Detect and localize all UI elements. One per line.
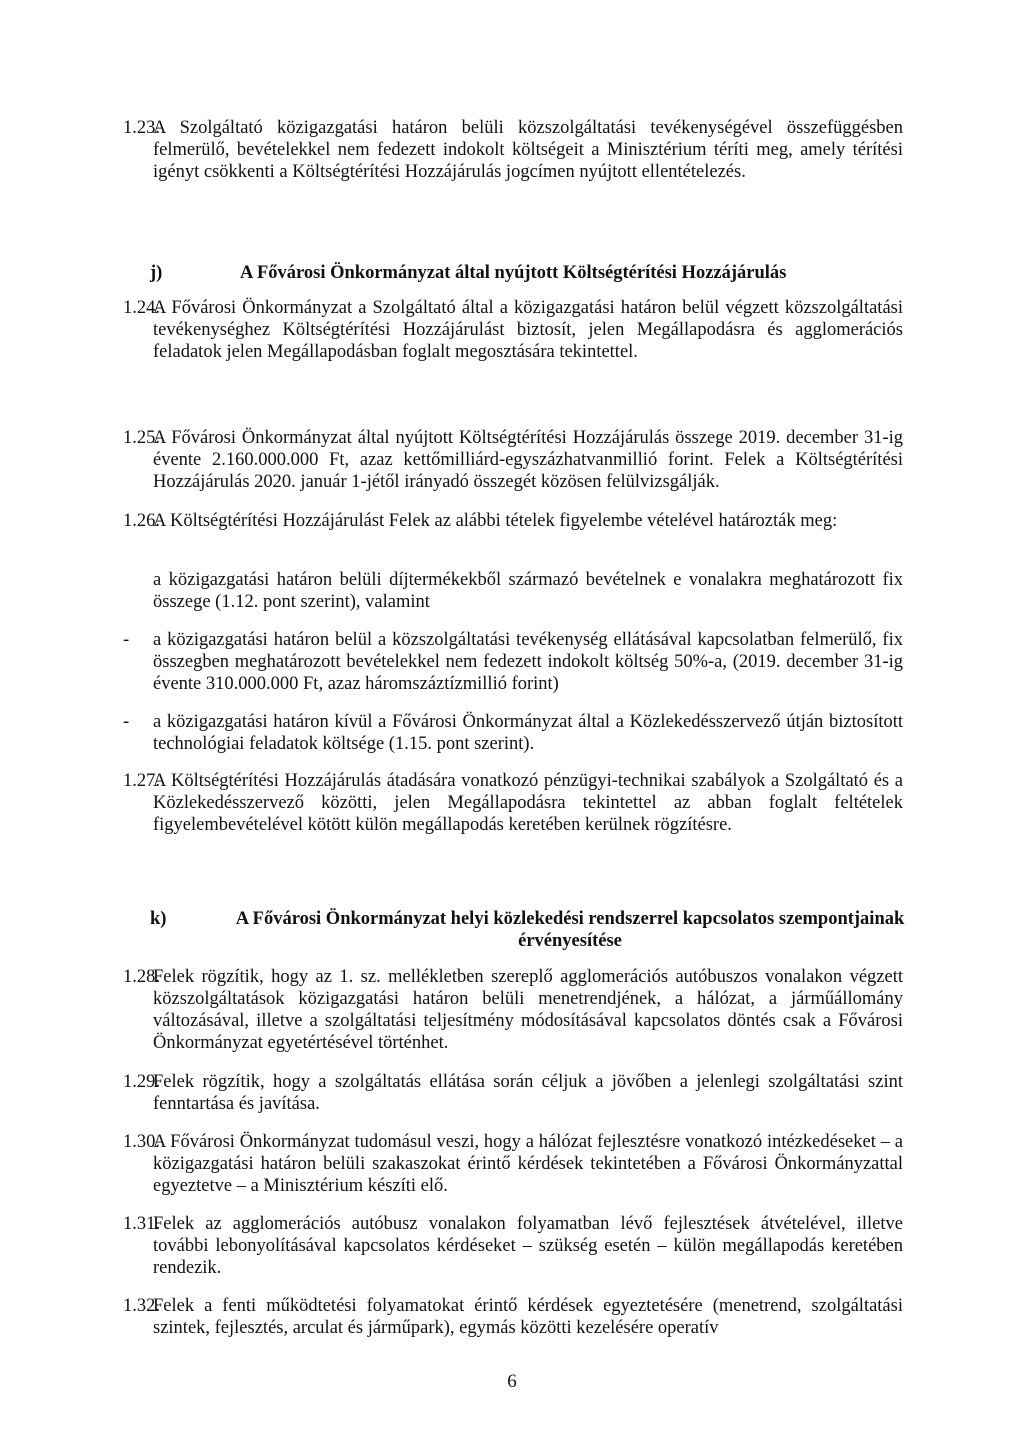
paragraph-text: A Költségtérítési Hozzájárulást Felek az alábbi tételek figyelembe vételével határozták meg: [153,511,838,531]
paragraph-number: 1.26. [123,511,160,531]
paragraph-1-25 [123,427,903,493]
paragraph-text: A Fővárosi Önkormányzat által nyújtott Költségtérítési Hozzájárulás összege 2019. december 31-ig évente 2.160.000.000 Ft, azaz kettőmilliárd-egyszázhatvanmillió forint. Felek a Költségtérítési Hozzájárulás 2020. január 1-jétől irányadó összegét közösen felülvizsgálják. [153,428,903,492]
list-item [123,569,903,613]
paragraph-number: 1.30. [123,1132,160,1152]
paragraph-number: 1.29. [123,1072,160,1092]
list-item [123,629,903,695]
paragraph-text: Felek az agglomerációs autóbusz vonalakon folyamatban lévő fejlesztések átvételével, illetve további lebonyolításával kapcsolatos kérdéseket – szükség esetén – külön megállapodás keretében rendezik. [153,1214,903,1278]
paragraph-1-23 [123,117,903,183]
paragraph-text: Felek rögzítik, hogy az 1. sz. mellékletben szereplő agglomerációs autóbuszos vonalakon végzett közszolgáltatások közigazgatási határon belüli menetrendjének, a hálózat, a járműállomány változásával, illetve a szolgáltatási teljesítmény módosításával kapcsolatos döntés csak a Fővárosi Önkormányzat egyetértésével történhet. [153,967,903,1053]
heading-mark: j) [150,263,163,283]
paragraph-text: A Költségtérítési Hozzájárulás átadására vonatkozó pénzügyi-technikai szabályok a Szolgáltató és a Közlekedésszervező közötti, jelen Megállapodásra tekintettel az abban foglalt feltételek figyelembevételével kötött külön megállapodás keretében kerülnek rögzítésre. [153,771,903,835]
paragraph-text: Felek rögzítik, hogy a szolgáltatás ellátása során céljuk a jövőben a jelenlegi szolgáltatási szint fenntartása és javítása. [153,1072,903,1114]
paragraph-text: A Fővárosi Önkormányzat tudomásul veszi, hogy a hálózat fejlesztésre vonatkozó intézkedéseket – a közigazgatási határon belüli szakaszokat érintő kérdések tekintetében a Fővárosi Önkormányzattal egyeztetve – a Minisztérium készíti elő. [153,1132,903,1196]
paragraph-1-27 [123,770,903,836]
paragraph-number: 1.25. [123,428,160,448]
heading-text: A Fővárosi Önkormányzat által nyújtott Költségtérítési Hozzájárulás [240,263,787,283]
list-item [123,711,903,755]
paragraph-text: Felek a fenti működtetési folyamatokat érintő kérdések egyeztetésére (menetrend, szolgáltatási szintek, fejlesztés, arculat és járműpark), egymás közötti kezelésére operatív [153,1296,903,1338]
paragraph-1-32 [123,1295,903,1339]
paragraph-number: 1.32. [123,1296,160,1316]
page-number: 6 [507,1371,517,1392]
paragraph-1-26 [123,510,903,532]
list-dash: - [123,712,130,732]
paragraph-text: A Fővárosi Önkormányzat a Szolgáltató által a közigazgatási határon belül végzett közszolgáltatási tevékenységhez Költségtérítési Hozzájárulást biztosít, jelen Megállapodásra és agglomerációs feladatok jelen Megállapodásban foglalt megosztására tekintettel. [153,298,903,362]
paragraph-number: 1.31. [123,1214,160,1234]
paragraph-number: 1.24. [123,298,160,318]
paragraph-text: A Szolgáltató közigazgatási határon belüli közszolgáltatási tevékenységével összefüggésben felmerülő, bevételekkel nem fedezett indokolt költségeit a Minisztérium téríti meg, amely térítési igényt csökkenti a Költségtérítési Hozzájárulás jogcímen nyújtott ellentételezés. [153,118,903,182]
list-item-text: a közigazgatási határon belüli díjtermékekből származó bevételnek e vonalakra meghatározott fix összege (1.12. pont szerint), valamint [153,570,903,612]
paragraph-number: 1.28. [123,967,160,987]
heading-mark: k) [150,909,167,929]
paragraph-number: 1.27. [123,771,160,791]
paragraph-number: 1.23. [123,118,160,138]
paragraph-1-24 [123,297,903,363]
heading-text: A Fővárosi Önkormányzat helyi közlekedési rendszerrel kapcsolatos szempontjainak érvényesítése [235,909,905,951]
list-dash: - [123,630,130,650]
list-item-text: a közigazgatási határon belül a közszolgáltatási tevékenység ellátásával kapcsolatban felmerülő, fix összegben meghatározott bevételekkel nem fedezett indokolt költség 50%-a, (2019. december 31-ig évente 310.000.000 Ft, azaz háromszáztízmillió forint) [153,630,903,694]
paragraph-1-28 [123,966,903,1054]
list-item-text: a közigazgatási határon kívül a Fővárosi Önkormányzat által a Közlekedésszervező útján biztosított technológiai feladatok költsége (1.15. pont szerint). [153,712,903,754]
paragraph-1-29 [123,1071,903,1115]
paragraph-1-31 [123,1213,903,1279]
paragraph-1-30 [123,1131,903,1197]
